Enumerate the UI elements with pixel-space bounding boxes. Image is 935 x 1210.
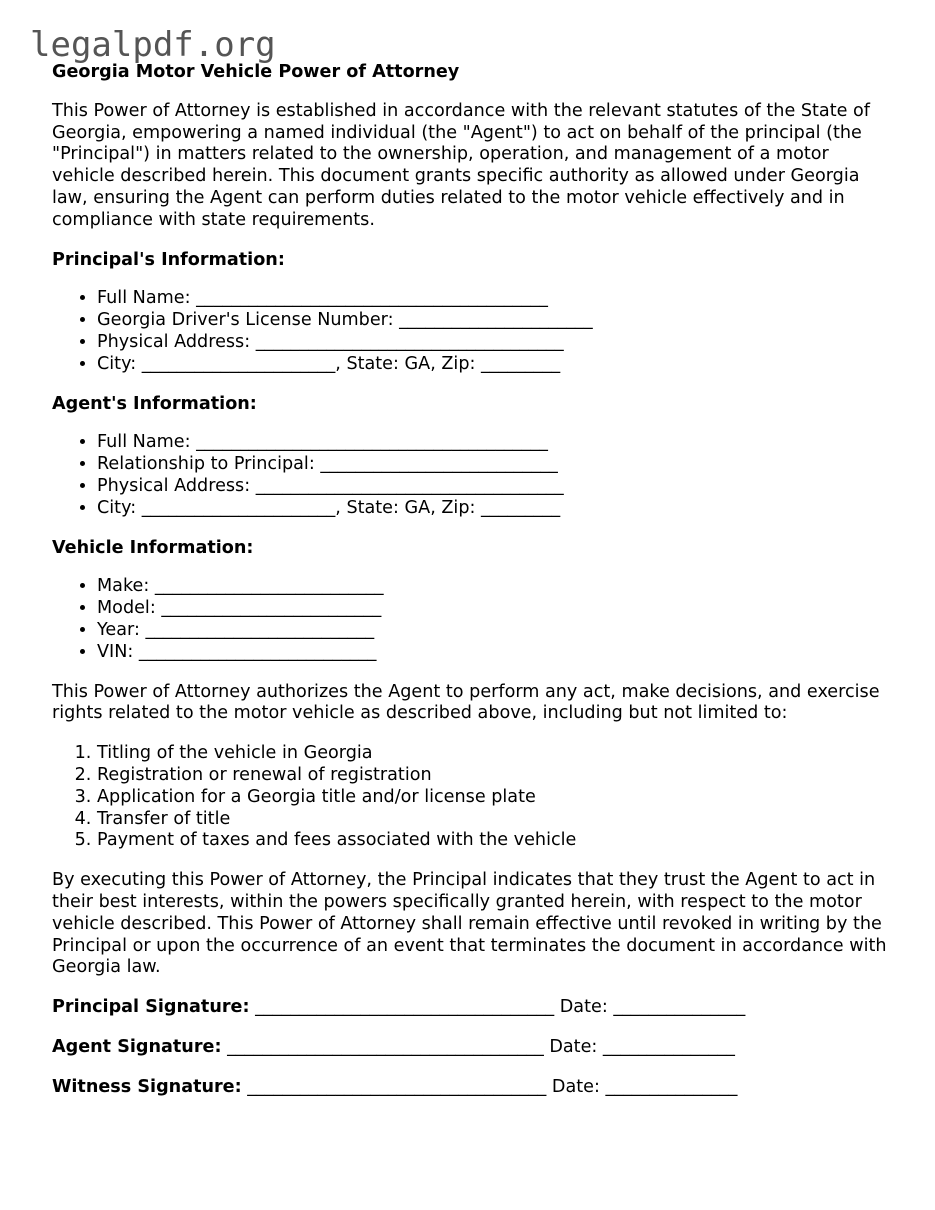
agent-city-field[interactable]: • City: ______________________, State: GA, Zip: _________	[97, 498, 892, 520]
witness-signature-blank[interactable]: __________________________________ Date: _______________	[241, 1076, 738, 1097]
agent-address-field[interactable]: • Physical Address: ___________________________________	[97, 476, 892, 498]
agent-signature-line[interactable]	[52, 1037, 892, 1059]
principal-signature-blank[interactable]: __________________________________ Date: _______________	[249, 997, 746, 1018]
agent-relationship-field[interactable]: • Relationship to Principal: ___________________________	[97, 454, 892, 476]
principal-info-list	[52, 288, 892, 375]
authority-list	[52, 743, 892, 852]
vehicle-vin-field[interactable]: • VIN: ___________________________	[97, 642, 892, 664]
document-body	[52, 62, 892, 1116]
closing-paragraph: By executing this Power of Attorney, the Principal indicates that they trust the Agent to act in their best interests, within the powers specifically granted herein, with respect to the motor vehicle described. This Power of Attorney shall remain effective until revoked in writing by the Principal or upon the occurrence of an event that terminates the document in accordance with Georgia law.	[52, 870, 887, 978]
authority-item: 2. Registration or renewal of registration	[97, 765, 892, 787]
vehicle-year-field[interactable]: • Year: __________________________	[97, 620, 892, 642]
agent-signature-blank[interactable]: ____________________________________ Date: _______________	[221, 1036, 735, 1057]
principal-city-field[interactable]: • City: ______________________, State: GA, Zip: _________	[97, 354, 892, 376]
principal-address-field[interactable]: • Physical Address: ___________________________________	[97, 332, 892, 354]
witness-signature-line[interactable]	[52, 1077, 892, 1099]
authority-paragraph: This Power of Attorney authorizes the Agent to perform any act, make decisions, and exercise rights related to the motor vehicle as described above, including but not limited to:	[52, 681, 880, 724]
witness-signature-label: Witness Signature:	[52, 1076, 242, 1097]
principal-full-name-field[interactable]: • Full Name: ________________________________________	[97, 288, 892, 310]
authority-item: 4. Transfer of title	[97, 809, 892, 831]
vehicle-model-field[interactable]: • Model: _________________________	[97, 598, 892, 620]
principal-heading: Principal's Information:	[52, 249, 285, 270]
document-title: Georgia Motor Vehicle Power of Attorney	[52, 62, 460, 82]
agent-signature-label: Agent Signature:	[52, 1036, 222, 1057]
authority-item: 3. Application for a Georgia title and/or license plate	[97, 787, 892, 809]
agent-full-name-field[interactable]: • Full Name: ________________________________________	[97, 432, 892, 454]
watermark-logo: legalpdf.org	[30, 25, 276, 65]
intro-paragraph: This Power of Attorney is established in accordance with the relevant statutes of the State of Georgia, empowering a named individual (the "Agent") to act on behalf of the principal (the "Principal") in matters related to the ownership, operation, and management of a motor vehicle described herein. This document grants specific authority as allowed under Georgia law, ensuring the Agent can perform duties related to the motor vehicle effectively and in compliance with state requirements.	[52, 100, 870, 230]
vehicle-make-field[interactable]: • Make: __________________________	[97, 576, 892, 598]
principal-signature-label: Principal Signature:	[52, 997, 250, 1018]
agent-info-list	[52, 432, 892, 519]
authority-item: 5. Payment of taxes and fees associated with the vehicle	[97, 830, 892, 852]
agent-heading: Agent's Information:	[52, 393, 257, 414]
authority-item: 1. Titling of the vehicle in Georgia	[97, 743, 892, 765]
vehicle-info-list	[52, 576, 892, 663]
vehicle-heading: Vehicle Information:	[52, 537, 254, 558]
principal-signature-line[interactable]	[52, 997, 892, 1019]
principal-license-field[interactable]: • Georgia Driver's License Number: ______________________	[97, 310, 892, 332]
